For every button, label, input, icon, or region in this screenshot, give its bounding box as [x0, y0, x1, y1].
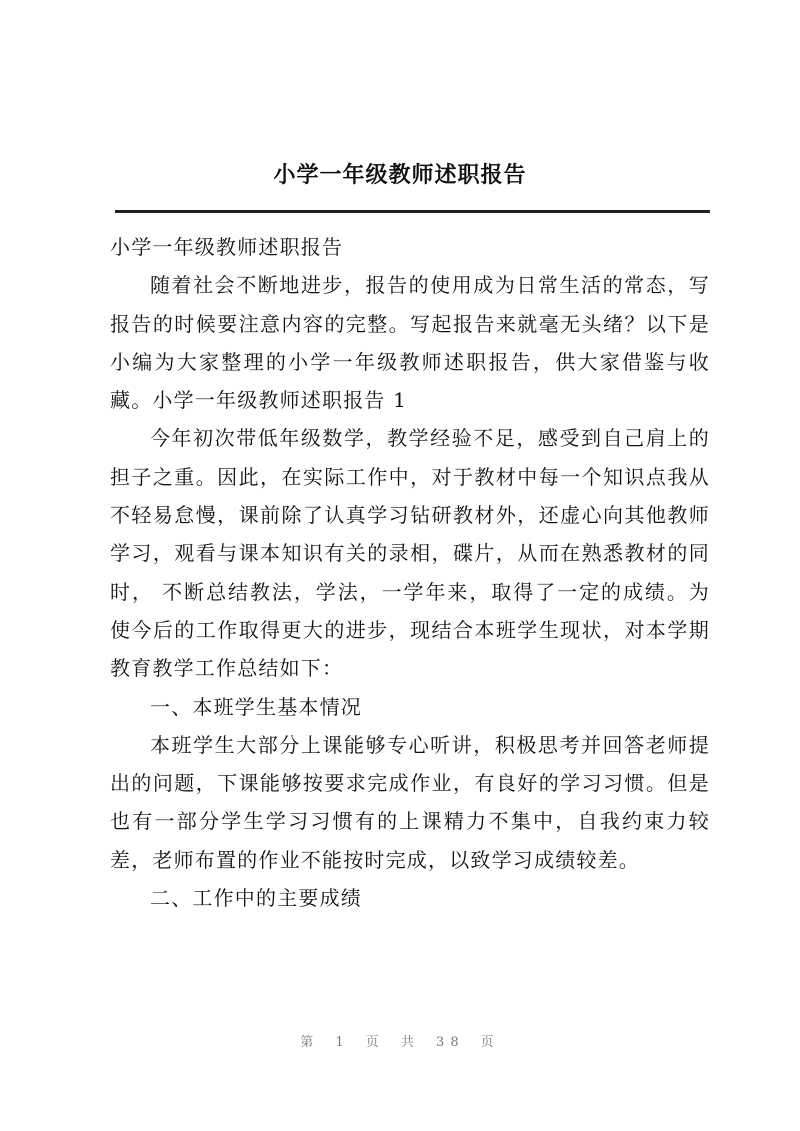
section-heading-1: 一、本班学生基本情况 [150, 694, 362, 719]
page-number-footer: 第 1 页 共 38 页 [300, 1035, 500, 1050]
body-paragraph-work: 今年初次带低年级数学，教学经验不足，感受到自己肩上的担子之重。因此，在实际工作中，对于教材中每一个知识点我从不轻易怠慢，课前除了认真学习钻研教材外，还虚心向其他教师学习，观看与课本知识有关的录相，碟片，从而在熟悉教材的同时， 不断总结教法，学法，一学年来，取得了一定的成绩。为使今后的工作取得更大的进步，现结合本班学生现状，对本学期教育教学工作总结如下： [110, 426, 710, 681]
header-divider [115, 210, 710, 213]
body-heading: 小学一年级教师述职报告 [110, 235, 344, 259]
document-body [110, 228, 710, 917]
document-title: 小学一年级教师述职报告 [273, 162, 527, 188]
body-paragraph-students: 本班学生大部分上课能够专心听讲，积极思考并回答老师提出的问题，下课能够按要求完成作业，有良好的学习习惯。但是也有一部分学生学习习惯有的上课精力不集中，自我约束力较差，老师布置的作业不能按时完成，以致学习成绩较差。 [110, 732, 710, 872]
body-paragraph-intro: 随着社会不断地进步，报告的使用成为日常生活的常态，写报告的时候要注意内容的完整。写起报告来就毫无头绪？以下是小编为大家整理的小学一年级教师述职报告，供大家借鉴与收藏。小学一年级教师述职报告 1 [110, 273, 710, 413]
section-heading-2: 二、工作中的主要成绩 [150, 886, 362, 911]
